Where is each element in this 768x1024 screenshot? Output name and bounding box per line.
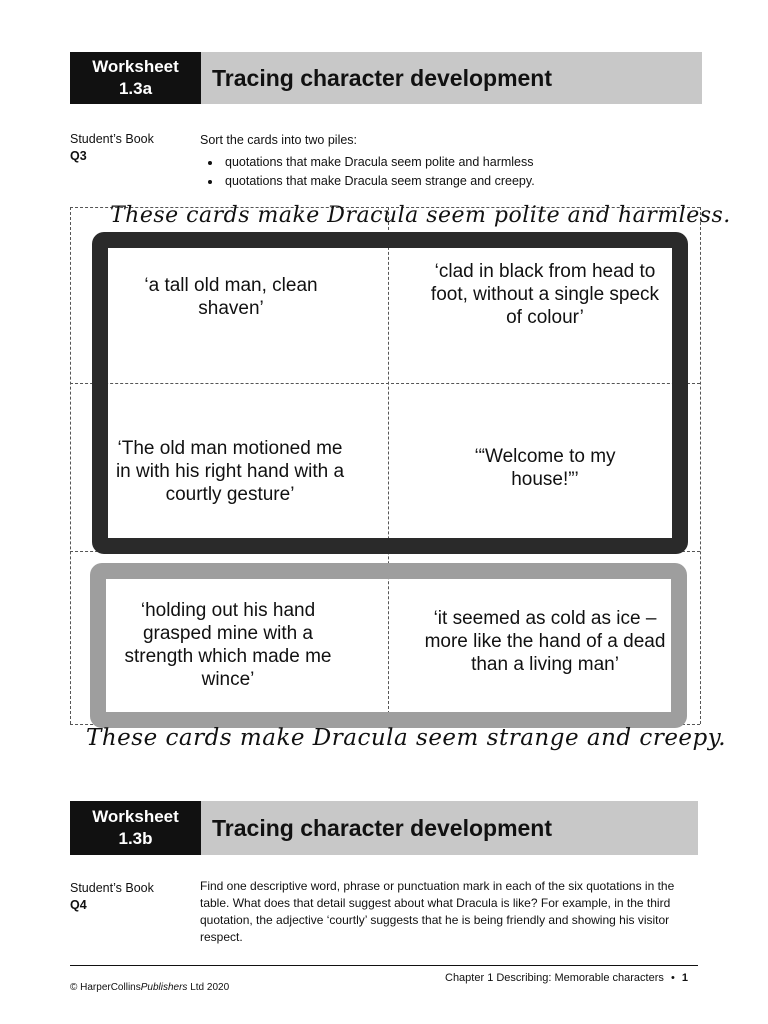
- copyright-prefix: © HarperCollins: [70, 982, 141, 993]
- handwritten-annotation-top: These cards make Dracula seem polite and harmless.: [110, 203, 731, 228]
- quote-card: ‘holding out his hand grasped mine with a strength which made me wince’: [124, 600, 332, 690]
- book-label: Student’s Book: [70, 881, 154, 895]
- bullet-item: • quotations that make Dracula seem strange and creepy.: [222, 172, 535, 191]
- worksheet-a-tag-label: Worksheet: [92, 57, 179, 76]
- quote-card: ‘“Welcome to my house!”’: [474, 446, 616, 490]
- footer-bullet: •: [670, 972, 675, 984]
- worksheet-a-book-ref: [70, 131, 154, 165]
- footer-divider: [70, 965, 698, 966]
- worksheet-b-tag: [70, 801, 201, 855]
- chapter-footer: [445, 972, 688, 984]
- question-number: Q4: [70, 898, 87, 912]
- book-label: Student’s Book: [70, 132, 154, 146]
- worksheet-a-tag-number: 1.3a: [118, 79, 153, 98]
- quote-card: ‘clad in black from head to foot, without a single speck of colour’: [430, 261, 660, 328]
- worksheet-b-book-ref: [70, 880, 154, 914]
- handwritten-annotation-bottom: These cards make Dracula seem strange and creepy.: [86, 725, 727, 751]
- quote-card: ‘The old man motioned me in with his right hand with a courtly gesture’: [115, 438, 345, 505]
- grid-line: [70, 207, 71, 724]
- page-number: 1: [681, 972, 688, 984]
- quote-card: ‘a tall old man, clean shaven’: [144, 275, 318, 319]
- worksheet-a-tag: [70, 52, 201, 104]
- chapter-title: Chapter 1 Describing: Memorable characters: [445, 972, 664, 984]
- worksheet-a-header: [70, 52, 702, 104]
- instruction-text: Sort the cards into two piles:: [200, 133, 358, 147]
- worksheet-b-header: [70, 801, 698, 855]
- copyright-italic: Publishers: [140, 982, 188, 993]
- worksheet-a-title: Tracing character development: [212, 64, 553, 91]
- copyright-suffix: Ltd 2020: [187, 982, 230, 993]
- bullet-item: • quotations that make Dracula seem polite and harmless: [222, 153, 535, 172]
- quote-card: ‘it seemed as cold as ice – more like the hand of a dead than a living man’: [424, 608, 666, 675]
- worksheet-b-tag-label: Worksheet: [92, 807, 179, 826]
- worksheet-b-tag-number: 1.3b: [118, 829, 153, 848]
- worksheet-a-instructions: [200, 131, 535, 191]
- copyright: [70, 982, 229, 993]
- worksheet-b-title: Tracing character development: [212, 814, 553, 841]
- instruction-bullets: [200, 153, 535, 191]
- grid-line: [700, 207, 701, 724]
- worksheet-b-description: Find one descriptive word, phrase or punctuation mark in each of the six quotations in the table. What does that detail suggest about what Dracula is like? For example, in the third quotation, the adjective ‘courtly’ suggests that he is being friendly and showing his visitor respect.: [200, 879, 675, 944]
- question-number: Q3: [70, 149, 87, 163]
